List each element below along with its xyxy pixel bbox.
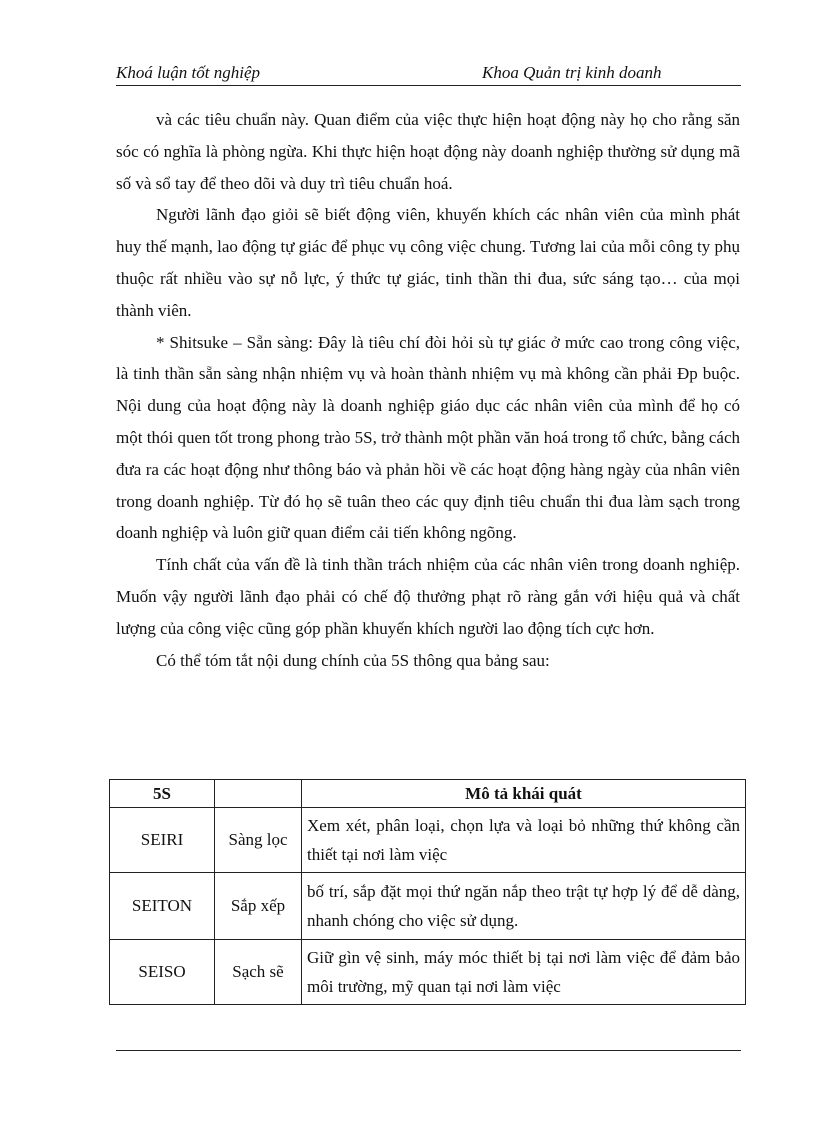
header-left-title: Khoá luận tốt nghiệp (116, 63, 261, 82)
footer-divider (116, 1050, 741, 1051)
table-header-cell: Mô tả khái quát (302, 780, 746, 808)
table-cell-description: bố trí, sắp đặt mọi thứ ngăn nắp theo trật tự hợp lý để dễ dàng, nhanh chóng cho việc sử dụng. (302, 873, 746, 940)
table-cell-meaning: Sàng lọc (215, 808, 302, 873)
paragraph-leadership: Người lãnh đạo giỏi sẽ biết động viên, khuyến khích các nhân viên của mình phát huy thế mạnh, lao động tự giác để phục vụ công việc chung. Tương lai của mỗi công ty phụ thuộc rất nhiều vào sự nỗ lực, ý thức tự giác, tinh thần thi đua, sức sáng tạo… của mọi thành viên. (116, 205, 740, 320)
table-cell-meaning: Sạch sẽ (215, 940, 302, 1005)
table-header-row (110, 780, 746, 808)
table-cell-meaning: Sắp xếp (215, 873, 302, 940)
table-cell-term: SEITON (110, 873, 215, 940)
table-row (110, 873, 746, 940)
table-cell-term: SEISO (110, 940, 215, 1005)
table-row (110, 808, 746, 873)
body-text (116, 104, 740, 676)
table-row (110, 940, 746, 1005)
header-right-title: Khoa Quản trị kinh doanh (482, 63, 662, 82)
page-header (116, 61, 741, 86)
paragraph-shitsuke: * Shitsuke – Sẵn sàng: Đây là tiêu chí đòi hỏi sù tự giác ở mức cao trong công việc, là tinh thần sẵn sàng nhận nhiệm vụ và hoàn thành nhiệm vụ mà không cần phải Ðp buộc. Nội dung của hoạt động này là doanh nghiệp giáo dục các nhân viên của mình để họ có một thói quen tốt trong phong trào 5S, trở thành một phần văn hoá trong tổ chức, bằng cách đưa ra các hoạt động như thông báo và phản hồi về các hoạt động hàng ngày của nhân viên trong doanh nghiệp. Từ đó họ sẽ tuân theo các quy định tiêu chuẩn thi đua làm sạch trong doanh nghiệp và luôn giữ quan điểm cải tiến không ngõng. (116, 332, 740, 543)
paragraph-responsibility: Tính chất của vấn đề là tinh thần trách nhiệm của các nhân viên trong doanh nghiệp. Muốn vậy người lãnh đạo phải có chế độ thưởng phạt rõ ràng gắn với hiệu quả và chất lượng của công việc cũng góp phần khuyến khích người lao động tích cực hơn. (116, 555, 740, 638)
table-header-cell: 5S (110, 780, 215, 808)
paragraph-table-intro: Có thể tóm tắt nội dung chính của 5S thông qua bảng sau: (156, 650, 550, 670)
table-cell-description: Xem xét, phân loại, chọn lựa và loại bỏ những thứ không cần thiết tại nơi làm việc (302, 808, 746, 873)
table-cell-description: Giữ gìn vệ sinh, máy móc thiết bị tại nơi làm việc để đảm bảo môi trường, mỹ quan tại nơi làm việc (302, 940, 746, 1005)
table-cell-term: SEIRI (110, 808, 215, 873)
paragraph-continuation: và các tiêu chuẩn này. Quan điểm của việc thực hiện hoạt động này họ cho rằng săn sóc có nghĩa là phòng ngừa. Khi thực hiện hoạt động này doanh nghiệp thường sử dụng mã số và sổ tay để theo dõi và duy trì tiêu chuẩn hoá. (116, 110, 740, 193)
table-header-cell (215, 780, 302, 808)
5s-summary-table (109, 779, 746, 1005)
